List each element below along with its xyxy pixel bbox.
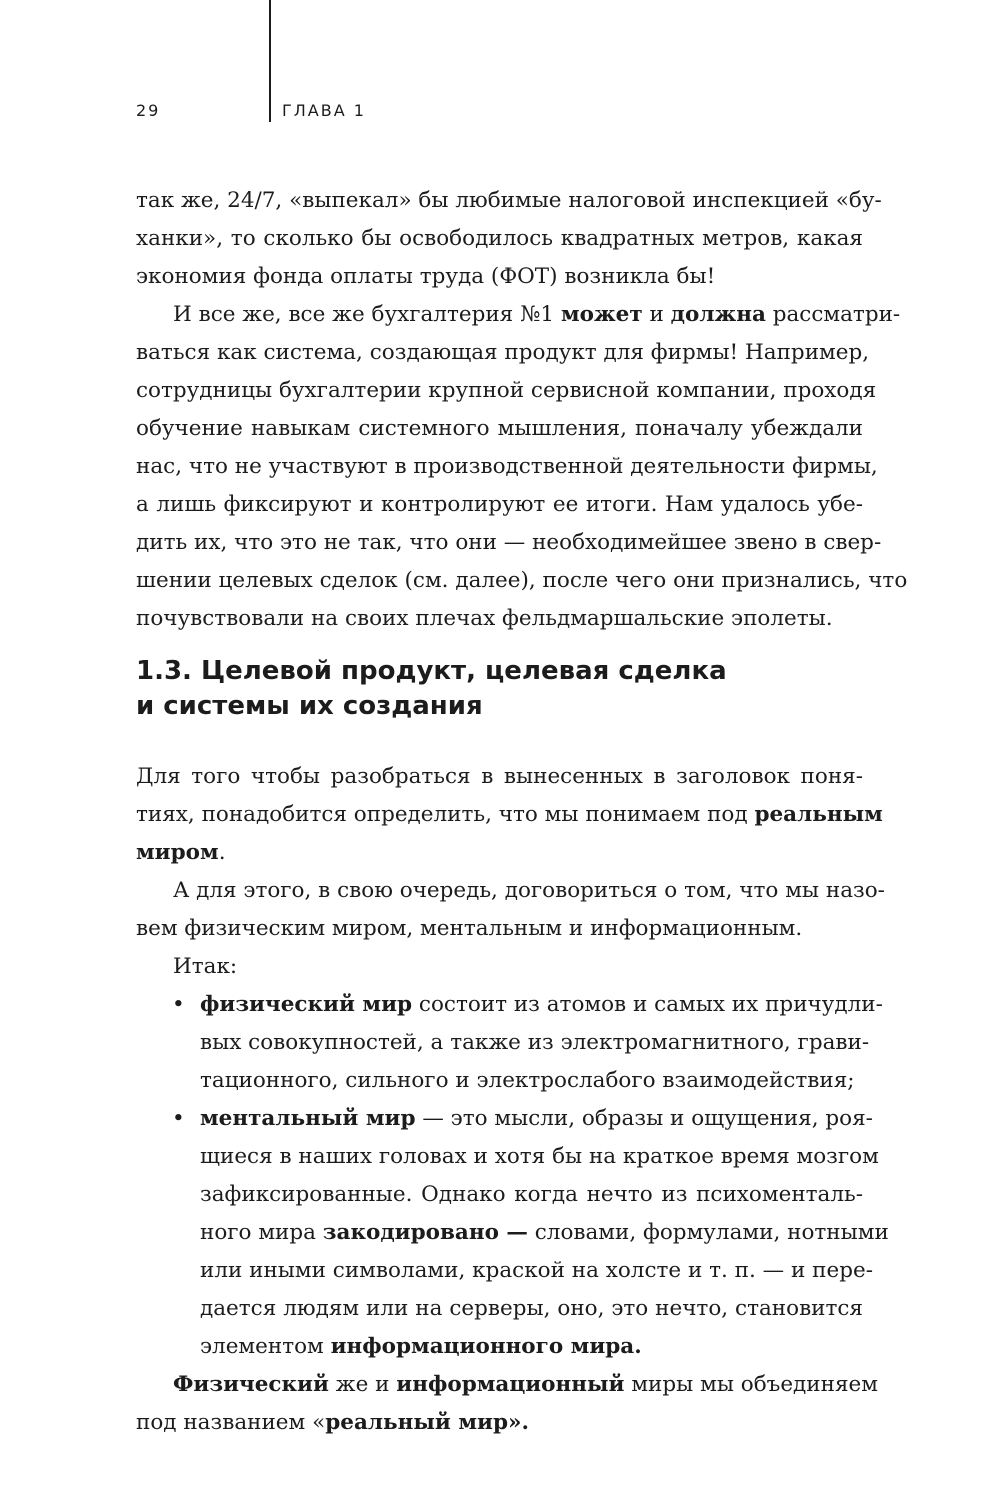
text-block-top xyxy=(136,182,908,638)
bold-term: информационного мира. xyxy=(330,1334,642,1359)
paragraph-line: Физический же и информационный миры мы объединяем xyxy=(173,1372,878,1397)
paragraph-line: сотрудницы бухгалтерии крупной сервисной компании, проходя xyxy=(136,378,877,403)
paragraph-line: миром. xyxy=(136,840,226,865)
paragraph-line: так же, 24/7, «выпекал» бы любимые налоговой инспекцией «бу- xyxy=(136,188,882,213)
bold-term: закодировано — xyxy=(322,1220,528,1245)
bold-term: ментальный мир xyxy=(200,1106,416,1131)
bullet-line: вых совокупностей, а также из электромагнитного, грави- xyxy=(200,1030,870,1055)
paragraph-line: И все же, все же бухгалтерия №1 может и должна рассматри- xyxy=(173,302,901,327)
bullet-item-mental-world: • ментальный мир — это мысли, образы и ощущения, роя- xyxy=(136,1100,863,1138)
bold-term: может xyxy=(560,302,643,327)
paragraph-line: ханки», то сколько бы освободилось квадратных метров, какая xyxy=(136,226,863,251)
bold-term: реальный мир». xyxy=(325,1410,529,1435)
bold-term: реальным xyxy=(754,802,883,827)
bullet-line: ного мира закодировано — словами, формулами, нотными xyxy=(200,1220,889,1245)
paragraph-line: А для этого, в свою очередь, договориться о том, что мы назо- xyxy=(173,878,885,903)
bold-term: должна xyxy=(670,302,766,327)
paragraph-line: дить их, что это не так, что они — необходимейшее звено в свер- xyxy=(136,530,882,555)
page-number: 29 xyxy=(136,101,161,120)
bullet-line: дается людям или на серверы, оно, это нечто, становится xyxy=(200,1296,863,1321)
paragraph-line: под названием «реальный мир». xyxy=(136,1410,529,1435)
bullet-line: тационного, сильного и электрослабого взаимодействия; xyxy=(200,1068,855,1093)
paragraph-line: ваться как система, создающая продукт для фирмы! Например, xyxy=(136,340,870,365)
paragraph-line: почувствовали на своих плечах фельдмаршальские эполеты. xyxy=(136,606,833,631)
bullet-icon: • xyxy=(172,1106,185,1131)
paragraph-line: тиях, понадобится определить, что мы понимаем под реальным xyxy=(136,802,883,827)
paragraph-line: обучение навыкам системного мышления, поначалу убеждали xyxy=(136,416,863,441)
section-heading: 1.3. Целевой продукт, целевая сделка и системы их создания xyxy=(136,656,727,721)
bullet-icon: • xyxy=(172,992,185,1017)
bold-term: миром xyxy=(136,840,219,865)
bullet-item-physical-world: • физический мир состоит из атомов и самых их причудли- xyxy=(136,986,863,1024)
bullet-line: щиеся в наших головах и хотя бы на краткое время мозгом xyxy=(200,1144,879,1169)
paragraph-line: вем физическим миром, ментальным и информационным. xyxy=(136,916,803,941)
text-block-bottom xyxy=(136,758,889,1442)
paragraph-line: а лишь фиксируют и контролируют ее итоги. Нам удалось убе- xyxy=(136,492,863,517)
bullet-line: или иными символами, краской на холсте и т. п. — и пере- xyxy=(200,1258,873,1283)
bold-term: физический мир xyxy=(200,992,413,1017)
chapter-label: ГЛАВА 1 xyxy=(282,101,366,120)
bullet-line: зафиксированные. Однако когда нечто из психоменталь- xyxy=(200,1182,863,1207)
paragraph-line: экономия фонда оплаты труда (ФОТ) возникла бы! xyxy=(136,264,716,289)
bold-term: Физический xyxy=(173,1372,329,1397)
paragraph-line: нас, что не участвуют в производственной деятельности фирмы, xyxy=(136,454,878,479)
paragraph-line: Итак: xyxy=(173,954,238,979)
bullet-line: элементом информационного мира. xyxy=(200,1334,642,1359)
bold-term: информационный xyxy=(396,1372,625,1397)
paragraph-line: шении целевых сделок (см. далее), после чего они признались, что xyxy=(136,568,908,593)
paragraph-line: Для того чтобы разобраться в вынесенных в заголовок поня- xyxy=(136,764,863,789)
header-vertical-rule xyxy=(269,0,271,122)
